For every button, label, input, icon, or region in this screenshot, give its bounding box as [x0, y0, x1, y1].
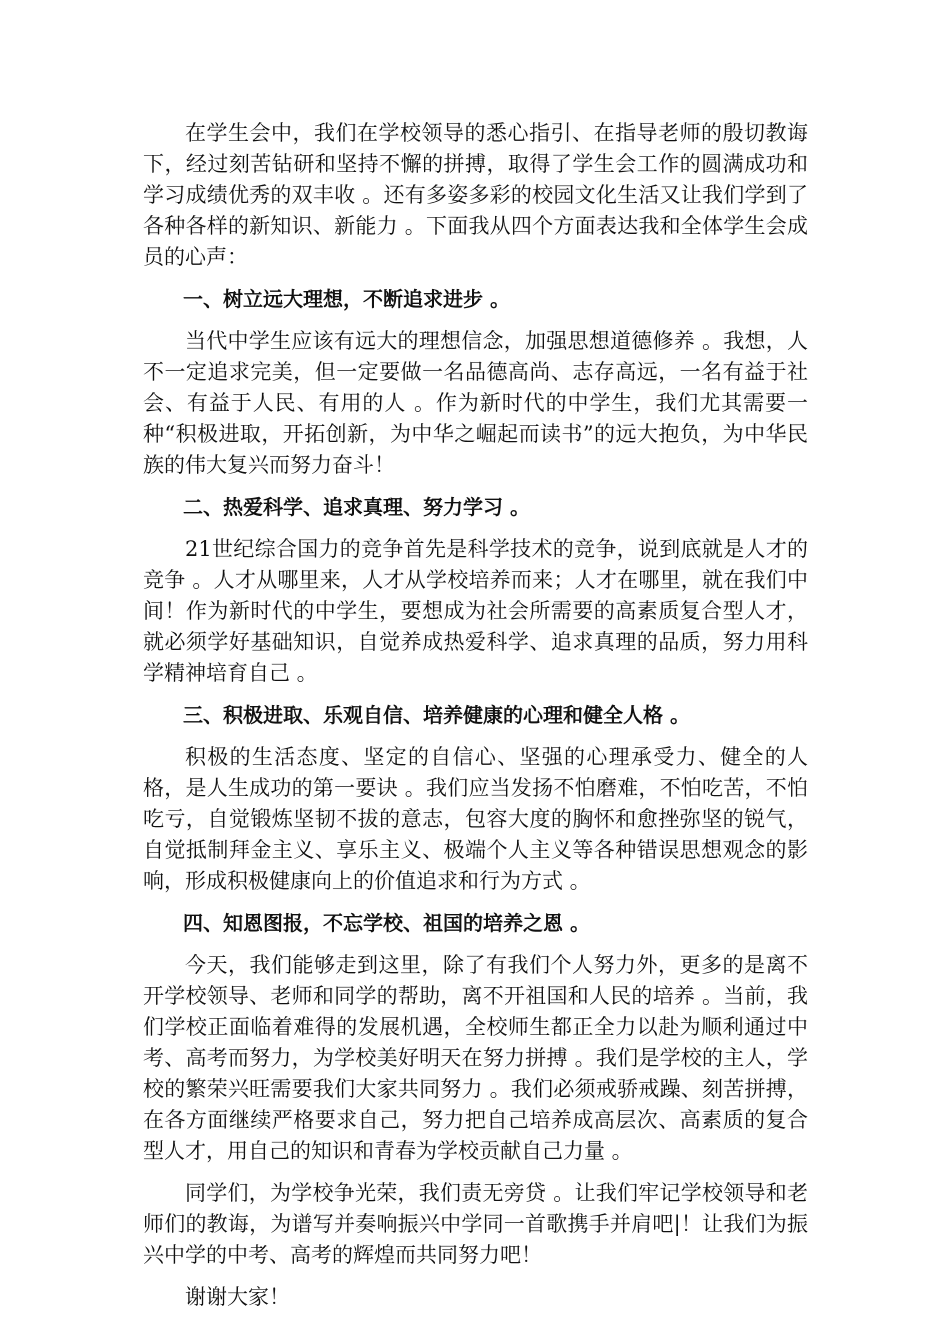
section-1-heading: 一、树立远大理想，不断追求进步 。	[183, 287, 510, 311]
thanks-line: 谢谢大家！	[185, 1285, 290, 1309]
document-body	[143, 118, 808, 1324]
section-2-paragraph: 21世纪综合国力的竞争首先是科学技术的竞争，说到底就是人才的竞争 。人才从哪里来，人才从学校培养而来；人才在哪里，就在我们中间！作为新时代的中学生，要想成为社会所需要的高素质复合型人才，就必须学好基础知识，自觉养成热爱科学、追求真理的品质，努力用科学精神培育自己 。	[143, 537, 808, 685]
section-1-paragraph: 当代中学生应该有远大的理想信念，加强思想道德修养 。我想，人不一定追求完美，但一定要做一名品德高尚、志存高远，一名有益于社会、有益于人民、有用的人 。作为新时代的中学生，我们尤其需要一种“积极进取，开拓创新，为中华之崛起而读书”的远大抱负，为中华民族的伟大复兴而努力奋斗！	[143, 329, 808, 477]
section-3-paragraph: 积极的生活态度、坚定的自信心、坚强的心理承受力、健全的人格，是人生成功的第一要诀 。我们应当发扬不怕磨难，不怕吃苦，不怕吃亏，自觉锻炼坚韧不拔的意志，包容大度的胸怀和愈挫弥坚的锐气，自觉抵制拜金主义、享乐主义、极端个人主义等各种错误思想观念的影响，形成积极健康向上的价值追求和行为方式 。	[143, 745, 808, 893]
section-4-paragraph: 今天，我们能够走到这里，除了有我们个人努力外，更多的是离不开学校领导、老师和同学的帮助，离不开祖国和人民的培养 。当前，我们学校正面临着难得的发展机遇，全校师生都正全力以赴为顺利通过中考、高考而努力，为学校美好明天在努力拼搏 。我们是学校的主人，学校的繁荣兴旺需要我们大家共同努力 。我们必须戒骄戒躁、刻苦拼搏，在各方面继续严格要求自己，努力把自己培养成高层次、高素质的复合型人才，用自己的知识和青春为学校贡献自己力量 。	[143, 953, 808, 1163]
intro-paragraph: 在学生会中，我们在学校领导的悉心指引、在指导老师的殷切教诲下，经过刻苦钻研和坚持不懈的拼搏，取得了学生会工作的圆满成功和学习成绩优秀的双丰收 。还有多姿多彩的校园文化生活又让我们学到了各种各样的新知识、新能力 。下面我从四个方面表达我和全体学生会成员的心声：	[143, 121, 808, 269]
section-2-heading: 二、热爱科学、追求真理、努力学习 。	[183, 495, 530, 519]
closing-paragraph: 同学们，为学校争光荣，我们责无旁贷 。让我们牢记学校领导和老师们的教诲，为谱写并奏响振兴中学同一首歌携手并肩吧|！让我们为振兴中学的中考、高考的辉煌而共同努力吧！	[143, 1181, 808, 1267]
section-3-heading: 三、积极进取、乐观自信、培养健康的心理和健全人格 。	[183, 703, 690, 727]
section-4-heading: 四、知恩图报，不忘学校、祖国的培养之恩 。	[183, 911, 590, 935]
